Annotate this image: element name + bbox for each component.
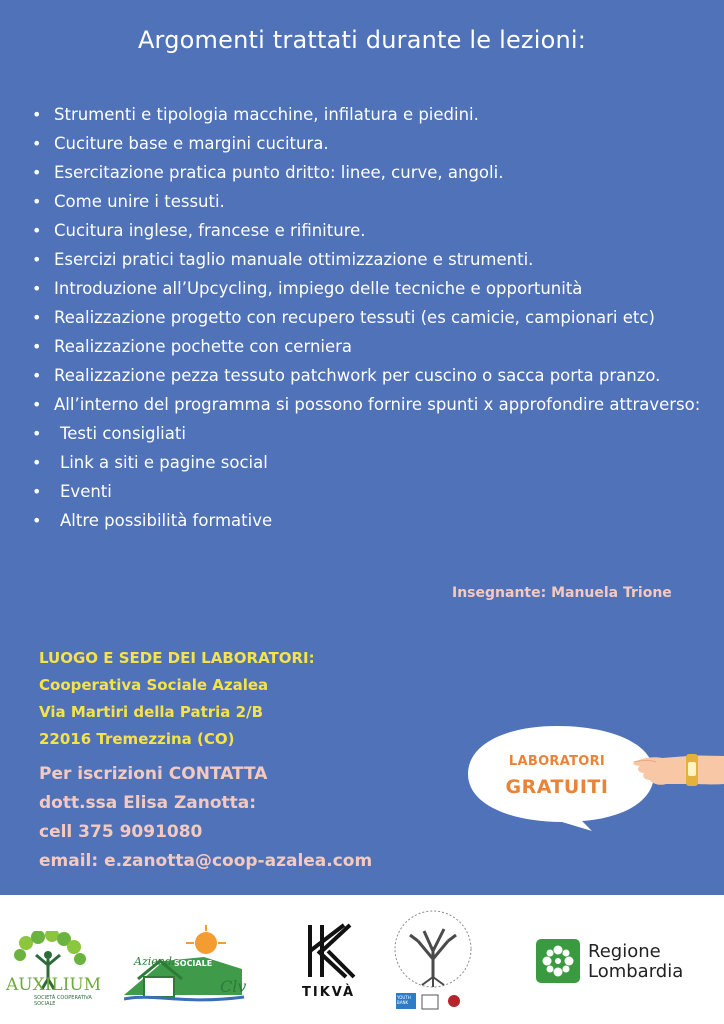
contact-person: dott.ssa Elisa Zanotta: (39, 793, 257, 813)
location-street: Via Martiri della Patria 2/B (39, 703, 264, 721)
pointing-hand-icon (628, 740, 724, 796)
list-item: • Realizzazione pochette con cerniera (30, 332, 710, 361)
auxilium-name: AUXILIUM (6, 975, 102, 995)
list-item: • Cucitura inglese, francese e rifiniture. (30, 216, 710, 245)
sociale-word: SOCIALE (174, 959, 213, 968)
list-item: • Strumenti e tipologia macchine, infilatura e piedini. (30, 100, 710, 129)
regione-rose-icon (536, 939, 580, 983)
location-city: 22016 Tremezzina (CO) (39, 730, 235, 748)
list-item: • Introduzione all’Upcycling, impiego delle tecniche e opportunità (30, 274, 710, 303)
auxilium-logo (4, 931, 114, 1007)
list-item: • Esercizi pratici taglio manuale ottimizzazione e strumenti. (30, 245, 710, 274)
azienda-word: Azienda (134, 955, 179, 968)
regione-line1: Regione (588, 941, 661, 962)
list-item: • All’interno del programma si possono fornire spunti x approfondire attraverso: (30, 390, 710, 419)
tikva-name: TIKVÀ (302, 985, 356, 1000)
list-item: • Eventi (30, 477, 710, 506)
contact-email[interactable]: email: e.zanotta@coop-azalea.com (39, 851, 373, 871)
list-item: • Testi consigliati (30, 419, 710, 448)
topics-list (30, 100, 710, 535)
tikva-logo (296, 921, 360, 1011)
contact-phone: cell 375 9091080 (39, 822, 203, 842)
regione-line2: Lombardia (588, 961, 684, 982)
tikva-mark-icon (296, 921, 360, 981)
list-item: • Realizzazione progetto con recupero tessuti (es camicie, campionari etc) (30, 303, 710, 332)
azienda-sociale-logo (124, 925, 254, 1007)
clv-word: Clv (220, 977, 247, 996)
contact-block (39, 760, 372, 876)
list-item: • Realizzazione pezza tessuto patchwork per cuscino o sacca porta pranzo. (30, 361, 710, 390)
location-name: Cooperativa Sociale Azalea (39, 676, 269, 694)
location-block (39, 645, 315, 753)
contact-intro: Per iscrizioni CONTATTA (39, 764, 268, 784)
bubble-label-main: GRATUITI (505, 776, 609, 798)
auxilium-subtitle: SOCIETÀ COOPERATIVA SOCIALE (34, 995, 92, 1007)
list-item: • Altre possibilità formative (30, 506, 710, 535)
list-item: • Come unire i tessuti. (30, 187, 710, 216)
foundation-logo (388, 907, 478, 1017)
bubble-label-top: LABORATORI (508, 754, 606, 769)
youth-bank-badge: YOUTH BANK (397, 995, 411, 1005)
location-heading: LUOGO E SEDE DEI LABORATORI: (39, 649, 315, 667)
list-item: • Cuciture base e margini cucitura. (30, 129, 710, 158)
page-title: Argomenti trattati durante le lezioni: (137, 26, 587, 54)
list-item: • Link a siti e pagine social (30, 448, 710, 477)
teacher-label: Insegnante: Manuela Trione (452, 585, 672, 601)
list-item: • Esercitazione pratica punto dritto: linee, curve, angoli. (30, 158, 710, 187)
partner-logos-bar (0, 895, 724, 1024)
regione-lombardia-logo (536, 939, 696, 989)
